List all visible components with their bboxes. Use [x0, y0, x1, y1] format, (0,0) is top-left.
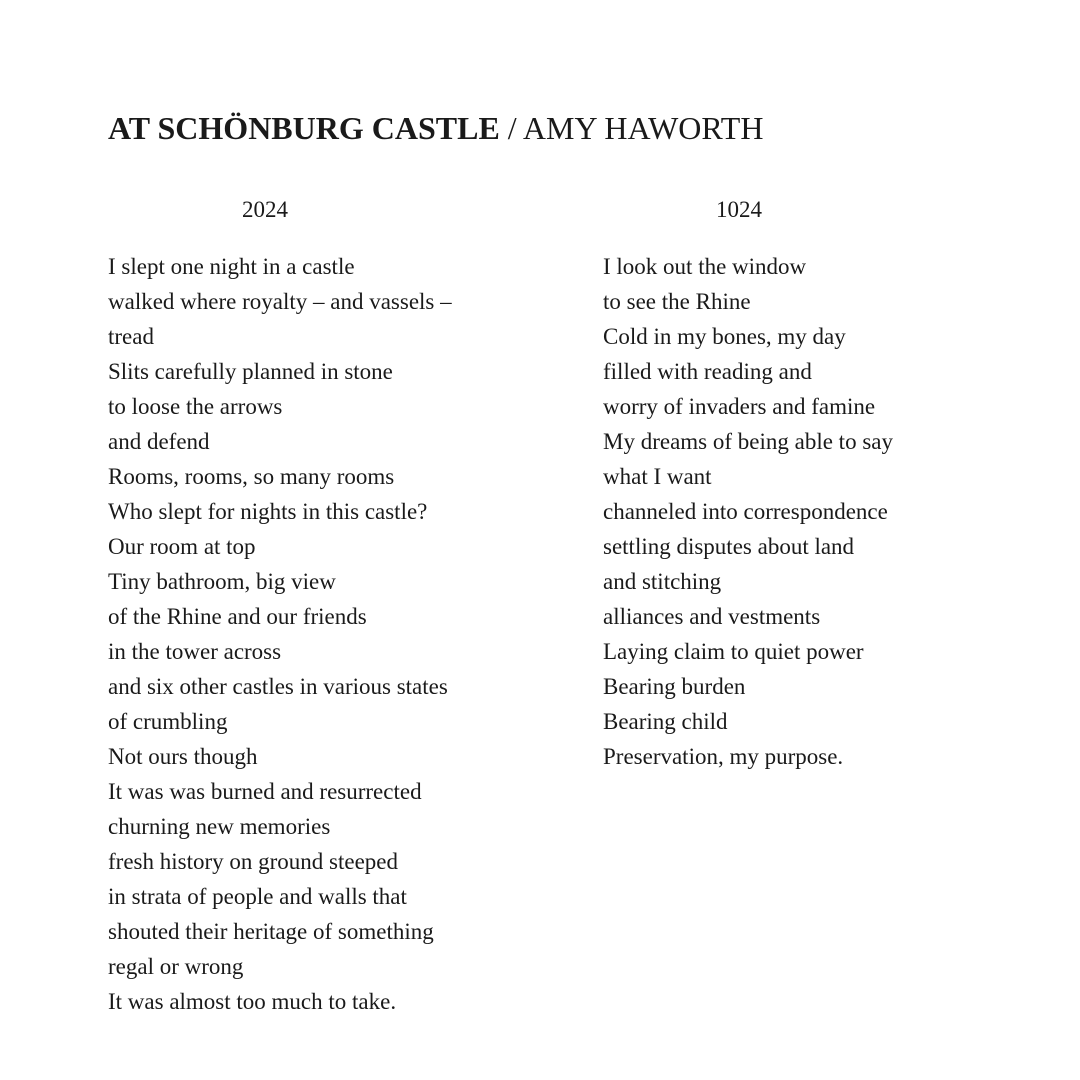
poem-line: of crumbling [108, 709, 228, 734]
poem-line: alliances and vestments [603, 604, 821, 629]
poem-line: Bearing child [603, 709, 728, 734]
poem-lines-right [603, 249, 893, 774]
poem-line: settling disputes about land [603, 534, 855, 559]
poem-title: AT SCHÖNBURG CASTLE [108, 110, 500, 146]
poem-line: Bearing burden [603, 674, 746, 699]
year-heading-1024: 1024 [716, 197, 762, 222]
poem-line: and six other castles in various states [108, 674, 448, 699]
poem-line: filled with reading and [603, 359, 812, 384]
poem-line: It was almost too much to take. [108, 989, 397, 1014]
poem-line: in the tower across [108, 639, 282, 664]
poem-line: of the Rhine and our friends [108, 604, 367, 629]
author-name: AMY HAWORTH [522, 110, 764, 146]
poem-line: My dreams of being able to say [603, 429, 893, 454]
poem-line: churning new memories [108, 814, 331, 839]
poem-line: I look out the window [603, 254, 807, 279]
poem-line: Our room at top [108, 534, 256, 559]
poem-line: regal or wrong [108, 954, 244, 979]
title-separator: / [507, 110, 517, 146]
page-title [108, 108, 763, 148]
poem-line: in strata of people and walls that [108, 884, 407, 909]
year-heading-2024: 2024 [242, 197, 288, 222]
poem-line: channeled into correspondence [603, 499, 888, 524]
poem-line: walked where royalty – and vassels – [108, 289, 452, 314]
poem-line: Rooms, rooms, so many rooms [108, 464, 395, 489]
poem-line: to see the Rhine [603, 289, 751, 314]
poem-line: to loose the arrows [108, 394, 283, 419]
poem-line: Preservation, my purpose. [603, 744, 844, 769]
poem-line: and stitching [603, 569, 722, 594]
poem-line: Laying claim to quiet power [603, 639, 864, 664]
poem-line: fresh history on ground steeped [108, 849, 398, 874]
poem-line: Cold in my bones, my day [603, 324, 846, 349]
poem-lines-left [108, 249, 452, 1019]
poem-line: Not ours though [108, 744, 258, 769]
poem-line: worry of invaders and famine [603, 394, 876, 419]
poem-line: tread [108, 324, 154, 349]
poem-line: Who slept for nights in this castle? [108, 499, 428, 524]
poem-line: what I want [603, 464, 712, 489]
poem-line: and defend [108, 429, 210, 454]
poem-line: It was was burned and resurrected [108, 779, 422, 804]
poem-line: shouted their heritage of something [108, 919, 434, 944]
poem-line: Tiny bathroom, big view [108, 569, 336, 594]
poem-line: I slept one night in a castle [108, 254, 355, 279]
poem-line: Slits carefully planned in stone [108, 359, 393, 384]
